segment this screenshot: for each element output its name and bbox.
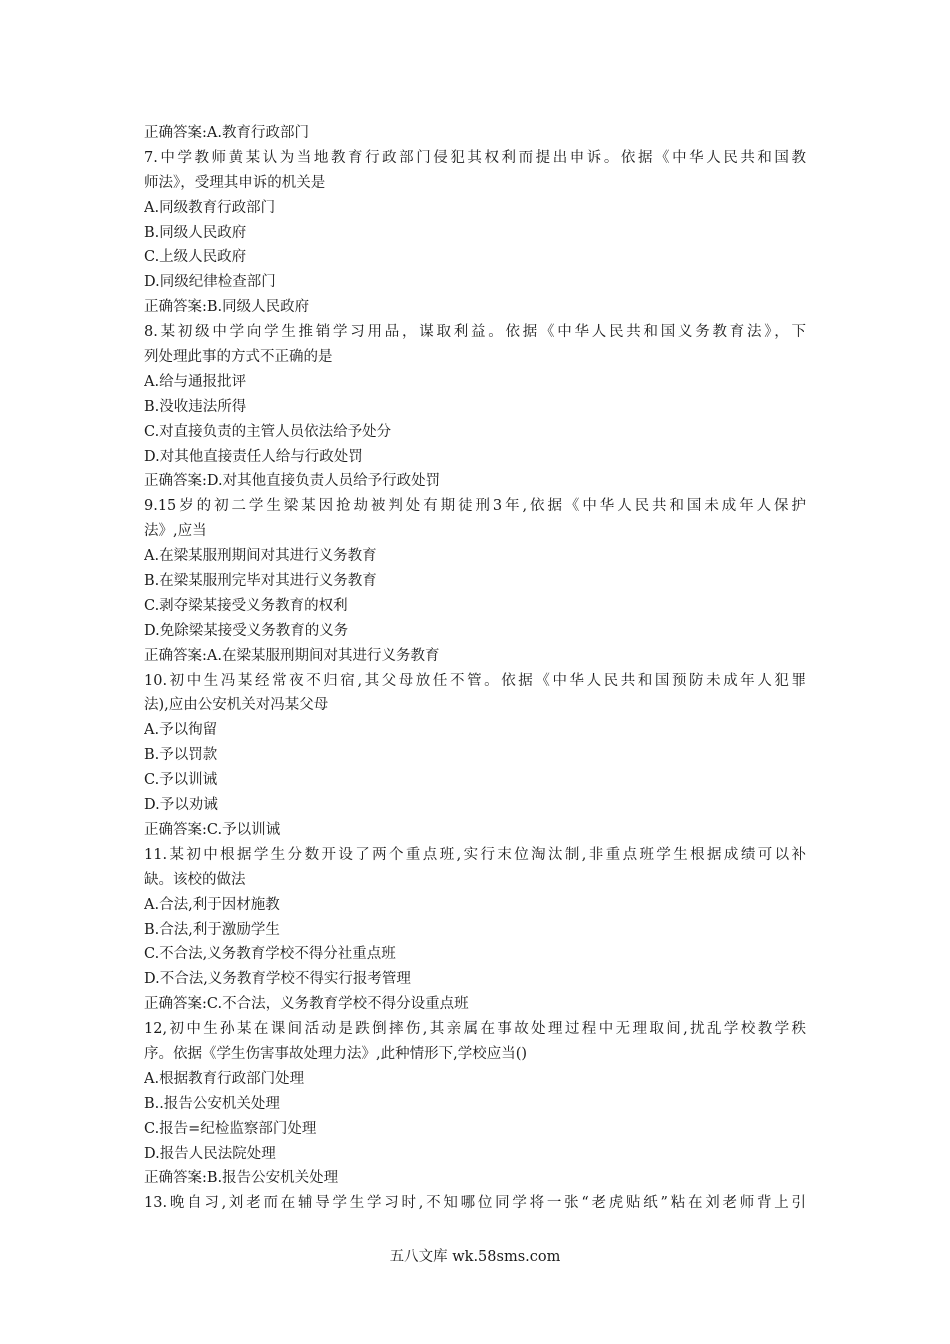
text-line: 8.某初级中学向学生推销学习用品，谋取利益。依据《中华人民共和国义务教育法》，下: [144, 324, 806, 341]
text-line: 9.15岁的初二学生梁某因抢劫被判处有期徒刑3年,依据《中华人民共和国未成年人保护: [144, 498, 806, 515]
text-line: B.予以罚款: [144, 747, 218, 764]
text-line: B.没收违法所得: [144, 398, 247, 415]
text-line: 列处理此事的方式不正确的是: [144, 349, 333, 366]
text-line: C.对直接负责的主管人员依法给予处分: [144, 423, 392, 440]
text-line: B.在梁某服刑完毕对其进行义务教育: [144, 573, 377, 590]
text-line: 正确答案:D.对其他直接负责人员给予行政处罚: [144, 473, 441, 490]
text-line: 法),应由公安机关对冯某父母: [144, 697, 329, 714]
text-line: C.上级人民政府: [144, 249, 247, 266]
text-line: 11.某初中根据学生分数开设了两个重点班,实行末位淘汰制,非重点班学生根据成绩可以补: [144, 846, 806, 863]
text-line: B.合法,利于激励学生: [144, 921, 280, 938]
text-line: 正确答案:C.予以训诫: [144, 821, 281, 838]
text-line: D.同级纪律检查部门: [144, 274, 276, 291]
text-line: 正确答案:A.在梁某服刑期间对其进行义务教育: [144, 647, 440, 664]
text-line: D.报告人民法院处理: [144, 1145, 276, 1162]
text-line: A.合法,利于因材施教: [144, 896, 280, 913]
text-line: 7.中学教师黄某认为当地教育行政部门侵犯其权利而提出申诉。依据《中华人民共和国教: [144, 149, 806, 166]
text-line: 师法》，受理其申诉的机关是: [144, 174, 326, 191]
text-line: 13.晚自习,刘老而在辅导学生学习时,不知哪位同学将一张“老虎贴纸”粘在刘老师背上引: [144, 1195, 806, 1212]
text-line: C.予以训诫: [144, 772, 218, 789]
text-line: D.予以劝诫: [144, 797, 218, 814]
text-line: 10.初中生冯某经常夜不归宿,其父母放任不管。依据《中华人民共和国预防未成年人犯罪: [144, 672, 806, 689]
text-line: B.同级人民政府: [144, 224, 247, 241]
text-line: 正确答案:B.报告公安机关处理: [144, 1170, 339, 1187]
page-footer: 五八文库 wk.58sms.com: [389, 1249, 561, 1265]
text-line: D.不合法,义务教育学校不得实行报考管理: [144, 971, 411, 988]
text-line: 序。依据《学生伤害事故处理力法》,此种情形下,学校应当(): [144, 1045, 528, 1062]
text-line: A.给与通报批评: [144, 373, 247, 390]
text-line: A.根据教育行政部门处理: [144, 1070, 305, 1087]
text-line: 正确答案:A.教育行政部门: [144, 125, 309, 141]
text-line: B..报告公安机关处理: [144, 1095, 280, 1112]
text-line: A.同级教育行政部门: [144, 199, 276, 216]
text-line: 法》,应当: [144, 523, 207, 540]
document-body: [144, 121, 806, 1216]
text-line: 正确答案:B.同级人民政府: [144, 299, 310, 316]
text-line: 缺。该校的做法: [144, 871, 246, 888]
text-line: 12,初中生孙某在课间活动是跌倒摔伤,其亲属在事故处理过程中无理取间,扰乱学校教学秩: [144, 1021, 806, 1038]
text-line: D.免除梁某接受义务教育的义务: [144, 622, 349, 639]
text-line: A.在梁某服刑期间对其进行义务教育: [144, 548, 377, 565]
text-line: 正确答案:C.不合法，义务教育学校不得分设重点班: [144, 996, 469, 1013]
text-line: C.剥夺梁某接受义务教育的权利: [144, 597, 348, 614]
text-line: A.予以徇留: [144, 722, 218, 739]
text-line: C.报告=纪检监察部门处理: [144, 1120, 317, 1137]
text-line: C.不合法,义务教育学校不得分社重点班: [144, 946, 396, 963]
text-line: D.对其他直接责任人给与行政处罚: [144, 448, 363, 465]
